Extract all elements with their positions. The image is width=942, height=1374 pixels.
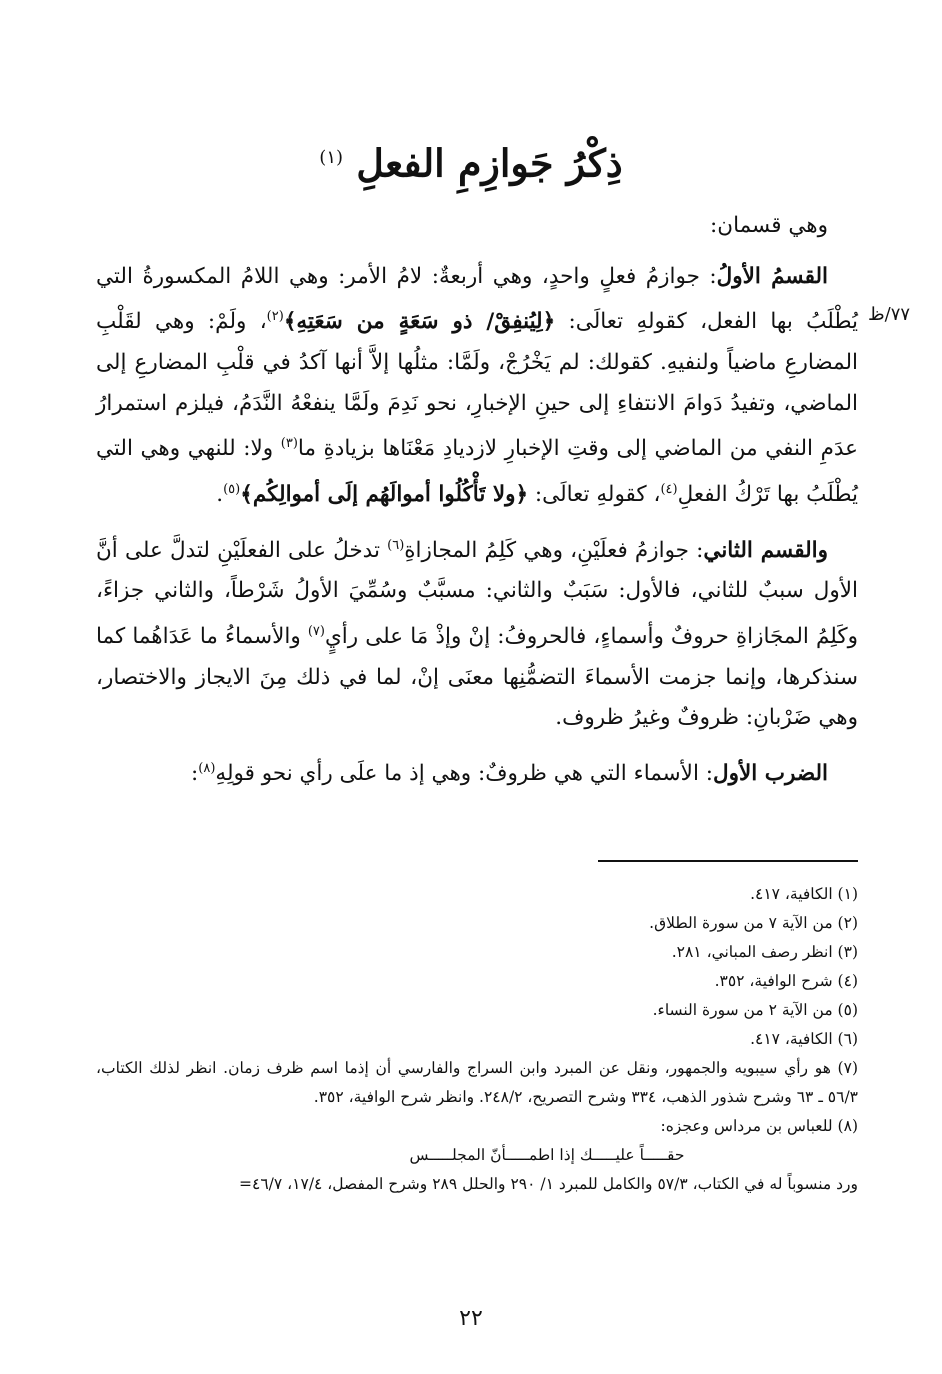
footnotes [96,880,858,1199]
footnote-ref: (٧) [307,623,325,639]
manuscript-folio-note: ٧٧/ظ [868,304,911,325]
footnote-item: (٧) هو رأي سيبويه والجمهور، ونقل عن المبرد وابن السراج والفارسي أن إذما اسم ظرف زمان. انظر لذلك الكتاب، ٥٦/٣ ـ ٦٣ وشرح شذور الذهب، ٣٣٤ وشرح التصريح، ٢٤٨/٢. وانظر شرح الوافية، ٣٥٢. [96,1059,858,1106]
footnote-item: (٢) من الآية ٧ من سورة الطلاق. [649,914,858,932]
footnote-item: (٨) للعباس بن مرداس وعجزه: [660,1117,858,1135]
page-title [0,128,942,194]
quran-quote: ﴿لِيُنفِقْ/ ذو سَعَةٍ من سَعَتِهِ﴾ [283,309,556,335]
footnote-item: (٣) انظر رصف المباني، ٢٨١. [671,943,858,961]
footnote-item: (٤) شرح الوافية، ٣٥٢. [714,972,858,990]
quran-quote: ﴿ولا تَأْكُلُوا أموالَهُم إلَى أموالِكُم﴾ [240,482,529,508]
section-heading: الضرب الأول [713,761,828,787]
page-number: ٢٢ [459,1306,483,1331]
title-text: ذِكْرُ جَوازِمِ الفعلِ [356,140,623,186]
footnote-ref: (٥) [223,481,241,497]
footnote-item: (٥) من الآية ٢ من سورة النساء. [652,1001,858,1019]
footnote-ref: (٣) [280,436,298,452]
footnote-verse: حقـــــاً عليـــــك إذا اطمـــــأنّ المجلـــــس [409,1146,685,1164]
paragraph-first-section: القسمُ الأولُ: جوازمُ فعلٍ واحدٍ، وهي أربعةٌ: لامُ الأمر: وهي اللامُ المكسورةُ التي يُطْلَبُ بها الفعل، كقولهِ تعالَى: ﴿لِيُنفِقْ/ ذو سَعَةٍ من سَعَتِهِ﴾$^{(٢)}$، ولَمْ: وهي لقَلْبِ المضارعِ ماضياً ولنفيهِ. كقولك: لم يَخْرُجْ، ولَمَّا: مثلُها إلاَّ أنها آكدُ في قلْبِ المضارعِ إلى الماضي، وتفيدُ دَوامَ الانتفاءِ إلى حينِ الإخبارِ، نحو نَدِمَ ولَمَّا ينفعْهُ النَّدَمُ، فيلزم استمرارُ عدَمِ النفي من الماضي إلى وقتِ الإخبارِ لازديادِ مَعْنَاها بزيادةِ ما$^{(٣)}$ ولا: للنهي وهي التي يُطْلَبُ بها تَرْكُ الفعلِ$^{(٤)}$، كقولهِ تعالَى: ﴿ولا تَأْكُلُوا أموالَهُم إلَى أموالِكُم﴾$^{(٥)}$. [96,263,859,508]
footnote-source: ورد منسوباً له في الكتاب، ٥٧/٣ والكامل للمبرد ١/ ٢٩٠ والحلل ٢٨٩ وشرح المفصل، ١٧/٤، ٤٦/٧= [239,1175,858,1193]
footnote-ref: (٦) [387,537,405,553]
title-footnote-ref: (١) [319,147,344,168]
footnote-ref: (٨) [198,760,216,776]
paragraph-second-section: والقسم الثاني: جوازمُ فعلَيْنِ، وهي كَلِمُ المجازاةِ$^{(٦)}$ تدخلُ على الفعلَيْنِ لتدلَّ على أنَّ الأول سببٌ للثاني، فالأول: سَبَبٌ والثاني: مسبَّبٌ وسُمِّيَ الأولُ شَرْطاً، والثاني جزاءً، وكَلِمُ المجَازاةِ حروفٌ وأسماءٍ، فالحروفُ: إنْ وإذْ مَا على رأيٍ$^{(٧)}$ والأسماءُ ما عَدَاهُما كما سنذكرها، وإنما جزمت الأسماءَ التضمُّنِها معنَى إنْ، لما في ذلك مِنَ الايجاز والاختصار، وهي ضَرْبانِ: ظروفٌ وغيرُ ظروف. [96,537,859,731]
paragraph-first-type: الضرب الأول: الأسماء التي هي ظروفٌ: وهي إذ ما علَى رأي نحو قولِهِ$^{(٨)}$: [191,760,828,787]
footnote-ref: (٤) [660,481,678,497]
main-text [96,206,858,805]
footnote-ref: (٢) [266,309,284,325]
footnote-divider [598,860,858,862]
footnote-item: (٦) الكافية، ٤١٧. [750,1030,858,1048]
footnote-item: (١) الكافية، ٤١٧. [750,885,858,903]
paragraph-intro: وهي قسمان: [710,213,828,238]
section-heading: القسمُ الأولُ [716,263,828,289]
section-heading: والقسم الثاني [703,537,828,563]
